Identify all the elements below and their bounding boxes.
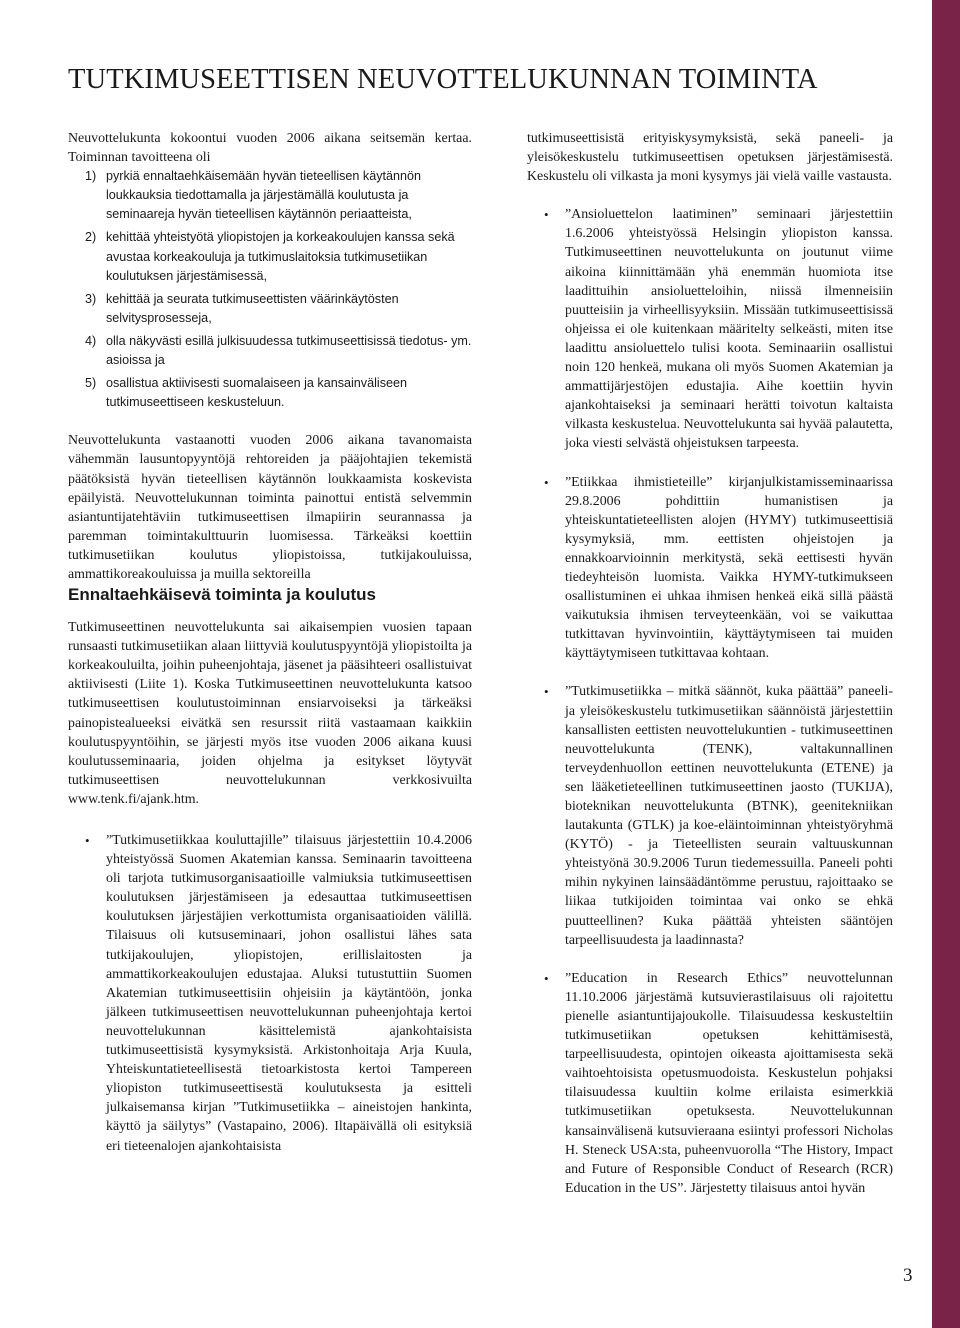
section-heading: Ennaltaehkäisevä toiminta ja koulutus	[68, 585, 376, 605]
bullet-list	[527, 205, 893, 1198]
bullet-text: ”Etiikkaa ihmistieteille” kirjanjulkistamisseminaarissa 29.8.2006 pohdittiin humanistisen ja yhteiskuntatieteellisten alojen (HYMY) tutkimuseettisiä kysymyksiä, mm. eettisten ohjeistojen ja ennakkoarvioinnin merkitystä, sekä eettisesti hyvän tiedeyhteisön luomista. Vaikka HYMY-tutkimukseen osallistuminen ei uhkaa ihmisen henkeä eikä sillä päästä vaikutuksia ihmisen terveyteenkään, voi se vaikuttaa tutkittavan hyvinvointiin, käyttäytymiseen tai muiden käyttäytymiseen tutkittavaa kohtaan.	[565, 474, 893, 662]
bullet-item	[527, 205, 893, 453]
bullet-icon: •	[544, 684, 549, 700]
goal-number: 5)	[85, 376, 97, 391]
decorative-side-band	[932, 0, 960, 1328]
bullet-icon: •	[544, 474, 549, 490]
body-paragraph: Tutkimuseettinen neuvottelukunta sai aikaisempien vuosien tapaan runsaasti tutkimusetiikan alaan liittyviä koulutuspyyntöjä yliopistoilta ja korkeakouluilta, joihin puheenjohtaja, jäsenet ja pääsihteeri osallistuivat aktiivisesti (Liite 1). Koska Tutkimuseettinen neuvottelukunta katsoo tutkimuseettisen koulutustoiminnan ensiarvoiseksi ja tärkeäksi painopistealueeksi eivätkä sen resurssit riitä vastaamaan kaikkiin koulutuspyyntöihin, se järjesti myös itse vuoden 2006 aikana kuusi koulutusseminaaria, joiden ohjelma ja esitykset löytyvät tutkimuseettisen neuvottelukunnan verkkosivuilta www.tenk.fi/ajank.htm.	[68, 620, 472, 807]
bullet-text: ”Ansioluettelon laatiminen” seminaari järjestettiin 1.6.2006 yhteistyössä Helsingin yliopiston kanssa. Tutkimuseettinen neuvottelukunta on joutunut viime aikoina kiinnittämään yhä enemmän huomiota itse laadittuihin ansioluetteloihin, niissä ilmenneisiin puutteisiin ja virheellisyyksiin. Missään tutkimuseettisissä ohjeissa ei ole kuitenkaan määritelty selkeästi, miten itse laadittu ansioluettelo tulisi koota. Seminaariin osallistui noin 120 henkeä, mukana oli myös Suomen Akatemian ja ammattijärjestöjen edustajia. Aihe koettiin hyvin ajankohtaiseksi ja seminaari herätti toivotun kaltaista vilkasta keskustelua. Neuvottelukunta sai hyvää palautetta, joka viesti selvästä ohjeistuksen tarpeesta.	[565, 207, 893, 452]
bullet-item	[527, 682, 893, 949]
goals-list	[68, 167, 472, 412]
bullet-text: ”Tutkimusetiikkaa kouluttajille” tilaisuus järjestettiin 10.4.2006 yhteistyössä Suomen Akatemian kanssa. Seminaarin tavoitteena oli tarjota tutkimusorganisaatioille valmiuksia tutkimuseettisen koulutuksen järjestämiseen ja edesauttaa tutkimuseettisen koulutuksen järjestäjien verkottumista organisaatioiden välillä. Tilaisuus oli kutsuseminaari, johon osallistui lähes sata tutkijakoulujen, yliopistojen, erillislaitosten ja ammattikorkeakoulujen edustajaa. Aluksi tutustuttiin Suomen Akatemian tutkimuseettisiin ohjeisiin ja käytäntöön, jonka jälkeen tutkimuseettisen neuvottelukunnan puheenjohtaja kertoi neuvottelukunnan käsittelemistä ajankohtaisista tutkimuseettisistä kysymyksistä. Arkistonhoitaja Arja Kuula, Yhteiskuntatieteellisestä tietoarkistosta kertoi Tampereen yliopiston tutkimuseettisestä koulutuksesta ja esitteli julkaisemansa kirjan ”Tutkimusetiikka – aineistojen hankinta, käyttö ja säilytys” (Vastapaino, 2006). Iltapäivällä oli esityksiä eri tieteenalojen ajankohtaisista	[106, 833, 472, 1154]
bullet-text: ”Tutkimusetiikka – mitkä säännöt, kuka päättää” paneeli- ja yleisökeskustelu tutkimusetiikan säännöistä järjestettiin kansallisten eettisten neuvottelukuntien - tutkimuseettinen neuvottelukunta (TENK), valtakunnallinen terveydenhuollon eettinen neuvottelukunta (ETENE) ja sen lääketieteellinen tutkimuseettinen jaosto (TUKIJA), bioteknikan neuvottelukunta (BTNK), geenitekniikan lautakunta (GTLK) ja koe-eläintoiminnan yhteistyöryhmä (KYTÖ) - ja Tieteellisten seurain valtuuskunnan yhteistyönä 30.9.2006 Turun tiedemessuilla. Paneeli pohti mihin nykyinen lainsäädäntömme perustuu, rajoittaako se liikaa tutkijoiden toimintaa vai onko se ehkä puutteellinen? Kuka päättää yhteisten sääntöjen tarpeellisuudesta ja laadinnasta?	[565, 684, 893, 948]
goal-text: kehittää ja seurata tutkimuseettisten väärinkäytösten selvitysprosesseja,	[106, 291, 399, 325]
goal-item	[68, 167, 472, 224]
page-title: TUTKIMUSEETTISEN NEUVOTTELUKUNNAN TOIMINTA	[68, 64, 818, 95]
right-column	[527, 129, 893, 1217]
left-column	[68, 129, 472, 1175]
body-paragraph: Neuvottelukunta vastaanotti vuoden 2006 aikana tavanomaista vähemmän lausuntopyyntöjä rehtoreiden ja pääjohtajien tekemistä päätöksistä hyvän tieteellisen käytännön loukkaamista koskevista epäilyistä. Neuvottelukunnan toiminta painottui entistä selvemmin asiantuntijatehtäviin tutkimuseettisen ilmapiirin seurannassa ja paremman toimintakulttuurin luomisessa. Tärkeäksi koettiin tutkimusetiikan koulutus yliopistoissa, tutkijakouluissa, ammattikoreakouluissa ja muilla sektoreilla	[68, 433, 472, 582]
goal-number: 3)	[85, 291, 97, 306]
page-number: 3	[903, 1265, 913, 1286]
bullet-icon: •	[544, 970, 549, 986]
goal-text: pyrkiä ennaltaehkäisemään hyvän tieteellisen käytännön loukkauksia tiedottamalla ja järjestämällä koulutusta ja seminaareja hyvän tieteellisen käytännön periaatteista,	[106, 169, 422, 222]
goal-item	[68, 374, 472, 412]
goal-item	[68, 290, 472, 328]
goal-text: osallistua aktiivisesti suomalaiseen ja kansainväliseen tutkimuseettiseen keskusteluun.	[106, 376, 408, 410]
bullet-icon: •	[544, 207, 549, 223]
bullet-item	[527, 473, 893, 664]
goal-number: 2)	[85, 230, 97, 245]
goal-text: kehittää yhteistyötä yliopistojen ja korkeakoulujen kanssa sekä avustaa korkeakouluja ja tutkimuslaitoksia tutkimusetiikan koulutuksen järjestämisessä,	[106, 230, 455, 283]
goal-text: olla näkyvästi esillä julkisuudessa tutkimuseettisissä tiedotus- ym. asioissa ja	[106, 333, 472, 368]
bullet-icon: •	[85, 833, 90, 848]
bullet-text: ”Education in Research Ethics” neuvottelunnan 11.10.2006 järjestämä kutsuvierastilaisuus oli rajoitettu pienelle asiantuntijajoukolle. Tilaisuudessa keskusteltiin tutkimusetiikan opetuksen kehittämisestä, tarpeellisuudesta, opintojen oikeasta ajoittamisesta sekä vaihtoehtoisista opetusmuodoista. Keskustelun pohjaksi tilaisuudessa kuultiin kolme erilaista esimerkkiä tutkimusetiikan opetuksesta. Neuvottelukunnan kansainvälisenä kutsuvieraana esiintyi professori Nicholas H. Steneck USA:sta, puheenvuorolla “The History, Impact and Future of Responsible Conduct of Research (RCR) Education in the US”. Järjestetty tilaisuus antoi hyvän	[565, 970, 893, 1196]
goal-item	[68, 332, 472, 370]
goal-number: 4)	[85, 333, 97, 348]
bullet-item	[527, 969, 893, 1198]
goal-item	[68, 228, 472, 285]
bullet-item	[68, 831, 472, 1156]
intro-paragraph: Neuvottelukunta kokoontui vuoden 2006 aikana seitsemän kertaa. Toiminnan tavoitteena oli	[68, 131, 472, 166]
bullet-list	[68, 831, 472, 1156]
continuation-paragraph: tutkimuseettisistä erityiskysymyksistä, sekä paneeli- ja yleisökeskustelu tutkimuseettisen opetuksen järjestämisestä. Keskustelu oli vilkasta ja moni kysymys jäi vielä vaille vastausta.	[527, 131, 893, 185]
goal-number: 1)	[85, 169, 97, 184]
